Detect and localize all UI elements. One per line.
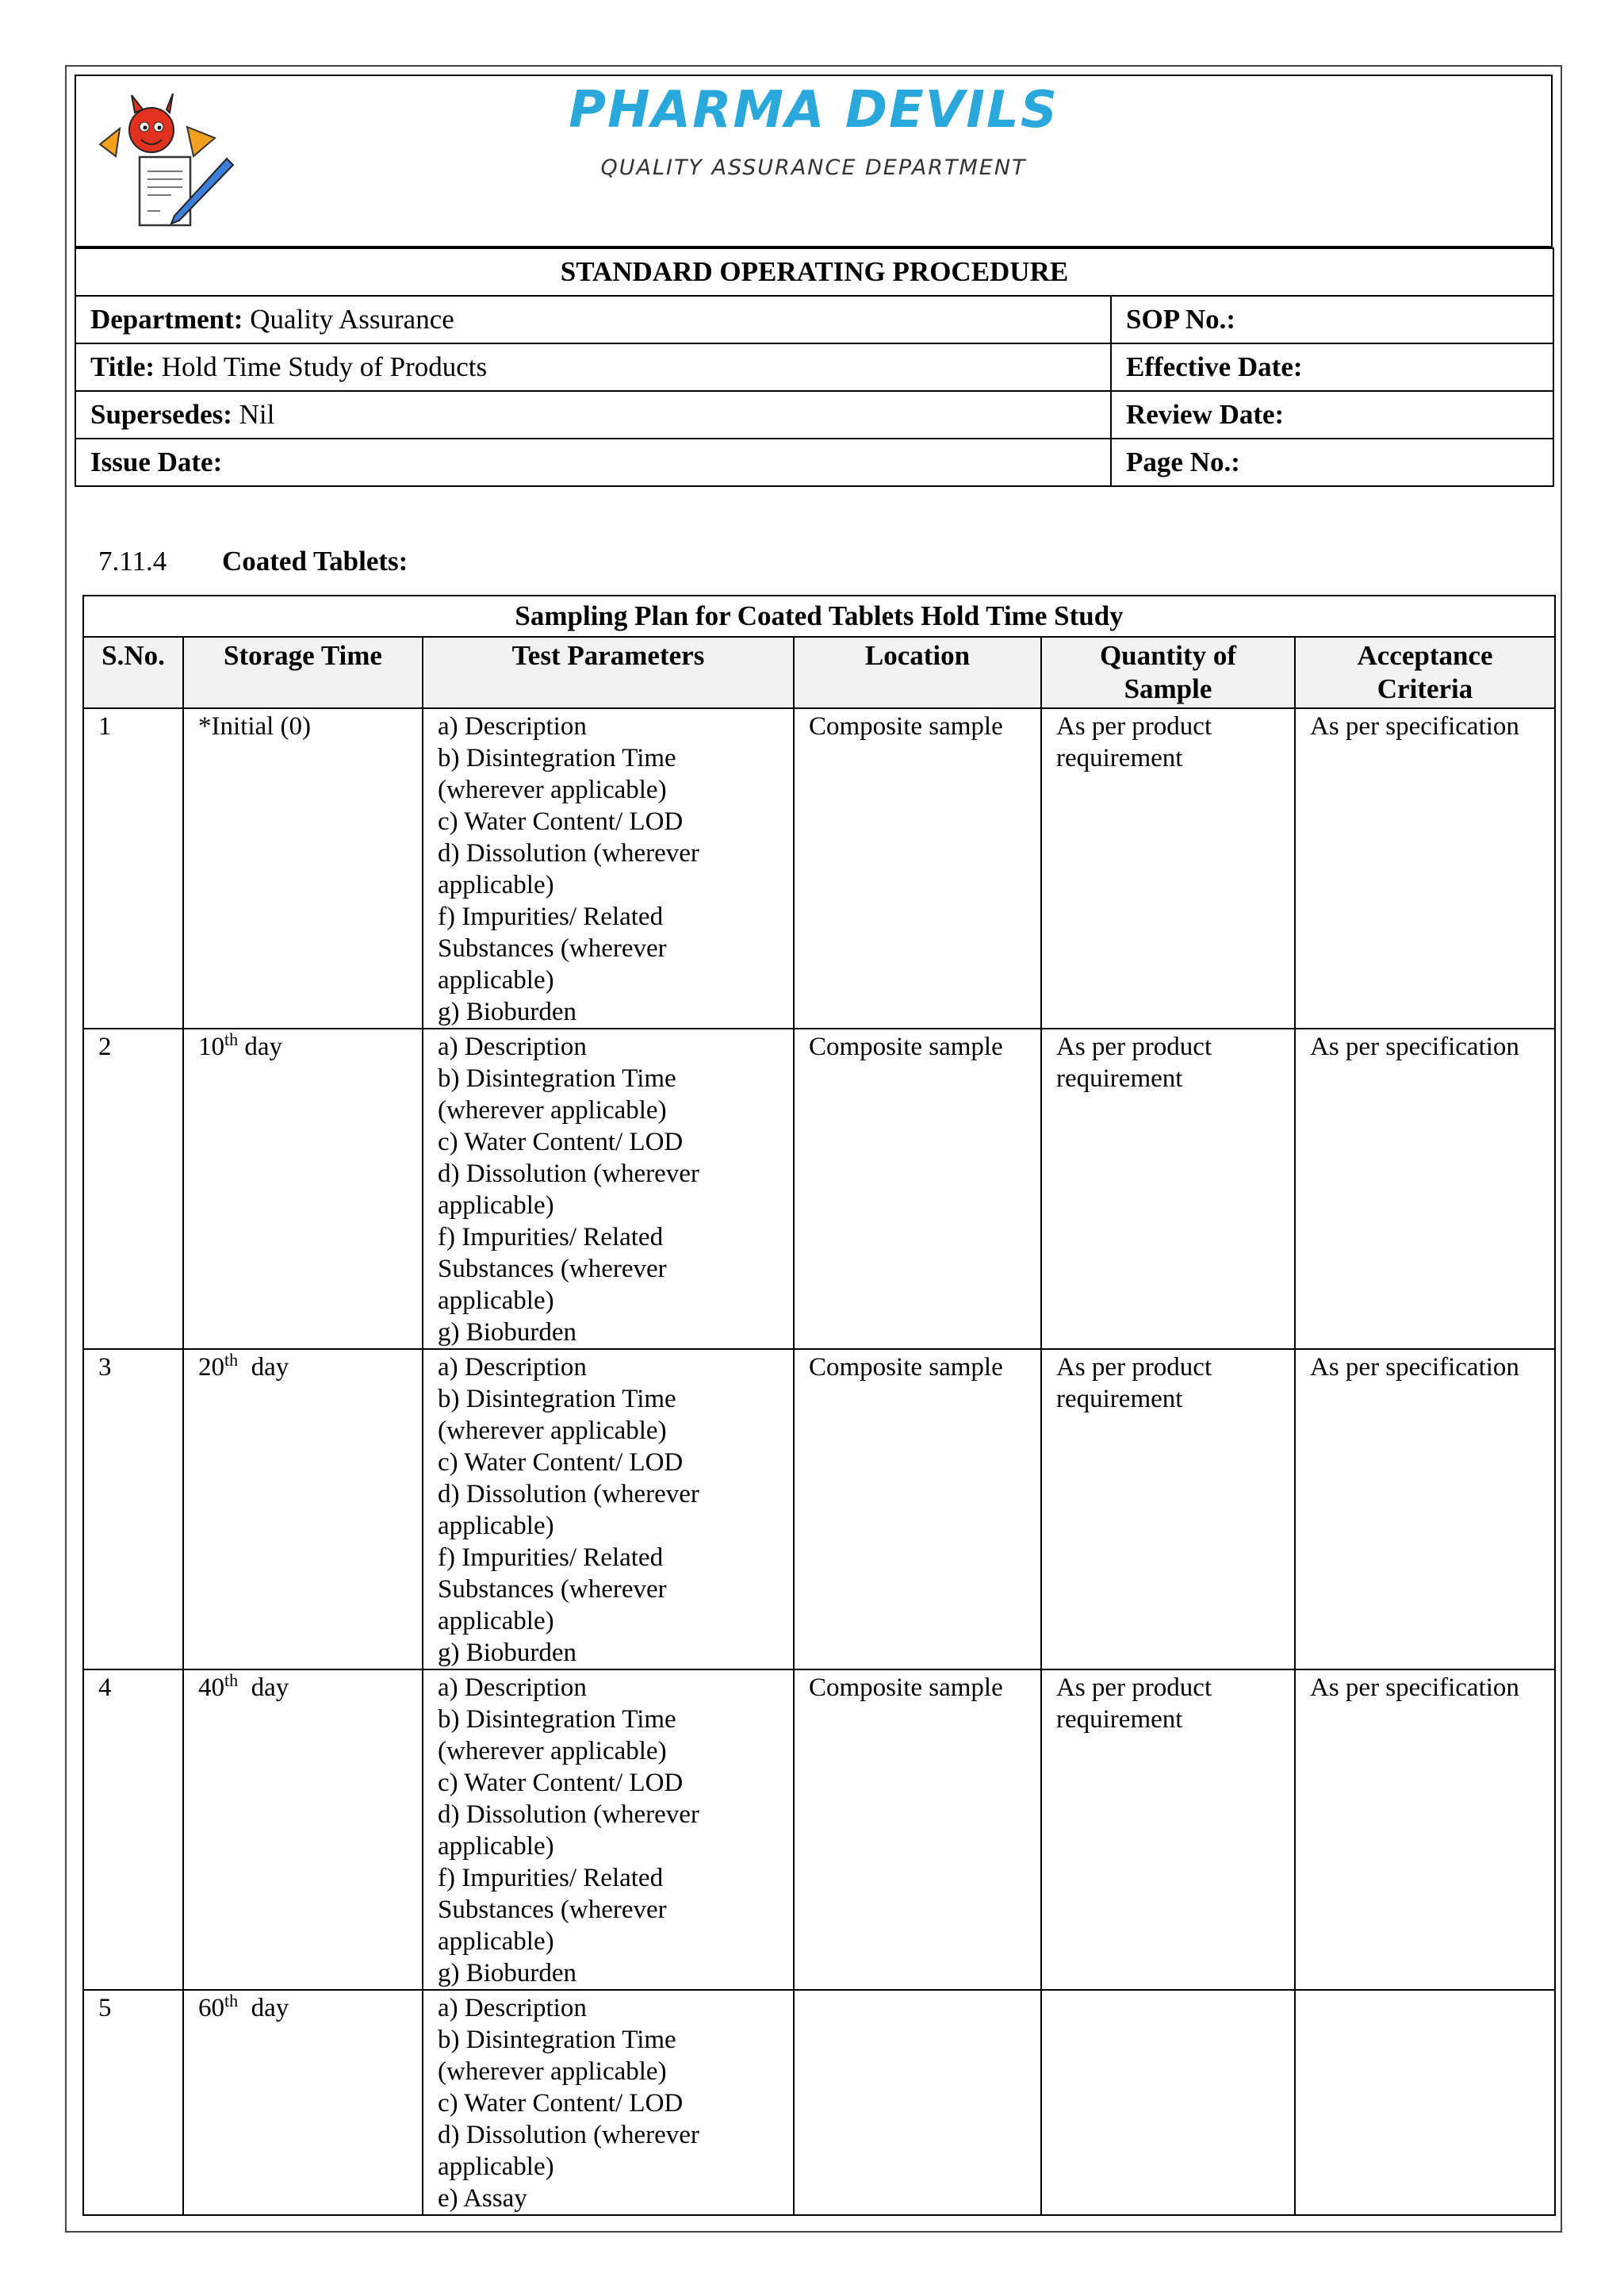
col-sno-header: S.No.	[83, 637, 183, 708]
supersedes-value: Nil	[239, 399, 275, 430]
test-parameter: f) Impurities/ Related Substances (wherever applicable)	[438, 1223, 667, 1315]
department-cell	[75, 296, 1111, 343]
section-title: Coated Tablets:	[222, 546, 408, 577]
department-value: Quality Assurance	[250, 304, 454, 335]
acceptance-criteria-cell: As per specification	[1295, 1669, 1555, 1990]
col-quantity-header: Quantity of Sample	[1041, 637, 1295, 708]
test-parameter: c) Water Content/ LOD	[438, 2089, 684, 2118]
storage-time-unit: day	[238, 1033, 283, 1061]
storage-time-cell	[183, 1029, 423, 1349]
test-parameter: b) Disintegration Time (wherever applicable)	[438, 1064, 676, 1125]
location-cell: Composite sample	[794, 1349, 1041, 1669]
supersedes-cell	[75, 391, 1111, 439]
brand-header	[75, 75, 1553, 247]
storage-time-suffix: th	[224, 1350, 239, 1370]
page-no-label: Page No.:	[1126, 447, 1240, 477]
storage-time-suffix: th	[224, 1991, 239, 2010]
test-parameter: a) Description	[438, 1994, 587, 2022]
test-parameter: c) Water Content/ LOD	[438, 1448, 684, 1477]
col-location-header: Location	[794, 637, 1041, 708]
sno-cell: 5	[83, 1990, 183, 2215]
supersedes-label: Supersedes:	[90, 399, 232, 430]
location-cell: Composite sample	[794, 708, 1041, 1029]
storage-time-cell	[183, 1349, 423, 1669]
test-parameter: g) Bioburden	[438, 998, 577, 1026]
test-parameter: c) Water Content/ LOD	[438, 807, 684, 836]
acceptance-criteria-cell: As per specification	[1295, 1029, 1555, 1349]
location-cell: Composite sample	[794, 1029, 1041, 1349]
test-parameter: d) Dissolution (wherever applicable)	[438, 1159, 699, 1220]
test-parameter: f) Impurities/ Related Substances (wherever applicable)	[438, 903, 667, 995]
quantity-cell	[1041, 1990, 1295, 2215]
location-cell: Composite sample	[794, 1669, 1041, 1990]
table-row	[83, 1029, 1555, 1349]
sop-meta-table	[75, 247, 1554, 487]
test-parameters-cell	[423, 708, 794, 1029]
test-parameter: f) Impurities/ Related Substances (wherever applicable)	[438, 1543, 667, 1635]
storage-time-value: 60	[198, 1994, 224, 2022]
review-date-cell	[1111, 391, 1553, 439]
test-parameter: a) Description	[438, 712, 587, 741]
title-value: Hold Time Study of Products	[161, 351, 488, 382]
test-parameter: d) Dissolution (wherever applicable)	[438, 1480, 699, 1540]
review-date-label: Review Date:	[1126, 399, 1285, 430]
sno-cell: 3	[83, 1349, 183, 1669]
test-parameter: b) Disintegration Time (wherever applicable)	[438, 1385, 676, 1445]
storage-time-unit: day	[238, 1673, 289, 1702]
table-row	[83, 1349, 1555, 1669]
storage-time-value: 10	[198, 1033, 224, 1061]
table-row	[83, 1669, 1555, 1990]
title-label: Title:	[90, 351, 155, 382]
test-parameter: f) Impurities/ Related Substances (wherever applicable)	[438, 1864, 667, 1956]
acceptance-criteria-cell: As per specification	[1295, 1349, 1555, 1669]
storage-time-value: 40	[198, 1673, 224, 1702]
department-label: Department:	[90, 304, 243, 335]
storage-time-cell	[183, 708, 423, 1029]
location-cell	[794, 1990, 1041, 2215]
test-parameter: b) Disintegration Time (wherever applicable)	[438, 2026, 676, 2086]
sno-cell: 4	[83, 1669, 183, 1990]
brand-subtitle: QUALITY ASSURANCE DEPARTMENT	[600, 155, 1027, 180]
table-row	[83, 1990, 1555, 2215]
page-no-cell	[1111, 439, 1553, 486]
storage-time-suffix: th	[224, 1670, 239, 1690]
test-parameter: a) Description	[438, 1033, 587, 1061]
brand-name: PHARMA DEVILS	[569, 81, 1059, 140]
test-parameter: d) Dissolution (wherever applicable)	[438, 1800, 699, 1861]
test-parameter: b) Disintegration Time (wherever applicable)	[438, 744, 676, 804]
test-parameter: g) Bioburden	[438, 1959, 577, 1987]
storage-time-unit: day	[238, 1353, 289, 1382]
col-test-parameters-header: Test Parameters	[423, 637, 794, 708]
test-parameters-cell	[423, 1990, 794, 2215]
col-acceptance-criteria-header: Acceptance Criteria	[1295, 637, 1555, 708]
sop-no-label: SOP No.:	[1126, 304, 1236, 335]
sampling-plan-body	[83, 708, 1555, 2215]
issue-date-label: Issue Date:	[90, 447, 223, 477]
test-parameter: e) Assay	[438, 2184, 527, 2213]
sop-no-cell	[1111, 296, 1553, 343]
effective-date-cell	[1111, 343, 1553, 391]
test-parameter: g) Bioburden	[438, 1318, 577, 1347]
acceptance-criteria-cell	[1295, 1990, 1555, 2215]
quantity-cell: As per product requirement	[1041, 1669, 1295, 1990]
sno-cell: 2	[83, 1029, 183, 1349]
test-parameter: g) Bioburden	[438, 1639, 577, 1667]
test-parameter: d) Dissolution (wherever applicable)	[438, 2121, 699, 2181]
test-parameter: c) Water Content/ LOD	[438, 1128, 684, 1156]
effective-date-label: Effective Date:	[1126, 351, 1303, 382]
storage-time-unit: day	[238, 1994, 289, 2022]
section-heading	[98, 546, 408, 577]
storage-time-value: 20	[198, 1353, 224, 1382]
storage-time-cell	[183, 1669, 423, 1990]
storage-time-value: *Initial (0)	[198, 712, 312, 741]
test-parameter: b) Disintegration Time (wherever applicable)	[438, 1705, 676, 1765]
quantity-cell: As per product requirement	[1041, 1349, 1295, 1669]
column-header-row	[83, 637, 1555, 708]
storage-time-suffix: th	[224, 1029, 239, 1049]
sampling-plan-table	[82, 595, 1556, 2216]
quantity-cell: As per product requirement	[1041, 1029, 1295, 1349]
test-parameter: a) Description	[438, 1673, 587, 1702]
table-row	[83, 708, 1555, 1029]
sno-cell: 1	[83, 708, 183, 1029]
test-parameters-cell	[423, 1349, 794, 1669]
col-storage-time-header: Storage Time	[183, 637, 423, 708]
acceptance-criteria-cell: As per specification	[1295, 708, 1555, 1029]
test-parameter: c) Water Content/ LOD	[438, 1769, 684, 1797]
sop-title: STANDARD OPERATING PROCEDURE	[75, 248, 1553, 296]
test-parameter: a) Description	[438, 1353, 587, 1382]
quantity-cell: As per product requirement	[1041, 708, 1295, 1029]
table-caption: Sampling Plan for Coated Tablets Hold Time Study	[83, 596, 1555, 637]
title-cell	[75, 343, 1111, 391]
issue-date-cell	[75, 439, 1111, 486]
test-parameters-cell	[423, 1669, 794, 1990]
sop-header	[75, 75, 1553, 487]
section-number: 7.11.4	[98, 546, 167, 577]
storage-time-cell	[183, 1990, 423, 2215]
test-parameter: d) Dissolution (wherever applicable)	[438, 839, 699, 899]
test-parameters-cell	[423, 1029, 794, 1349]
